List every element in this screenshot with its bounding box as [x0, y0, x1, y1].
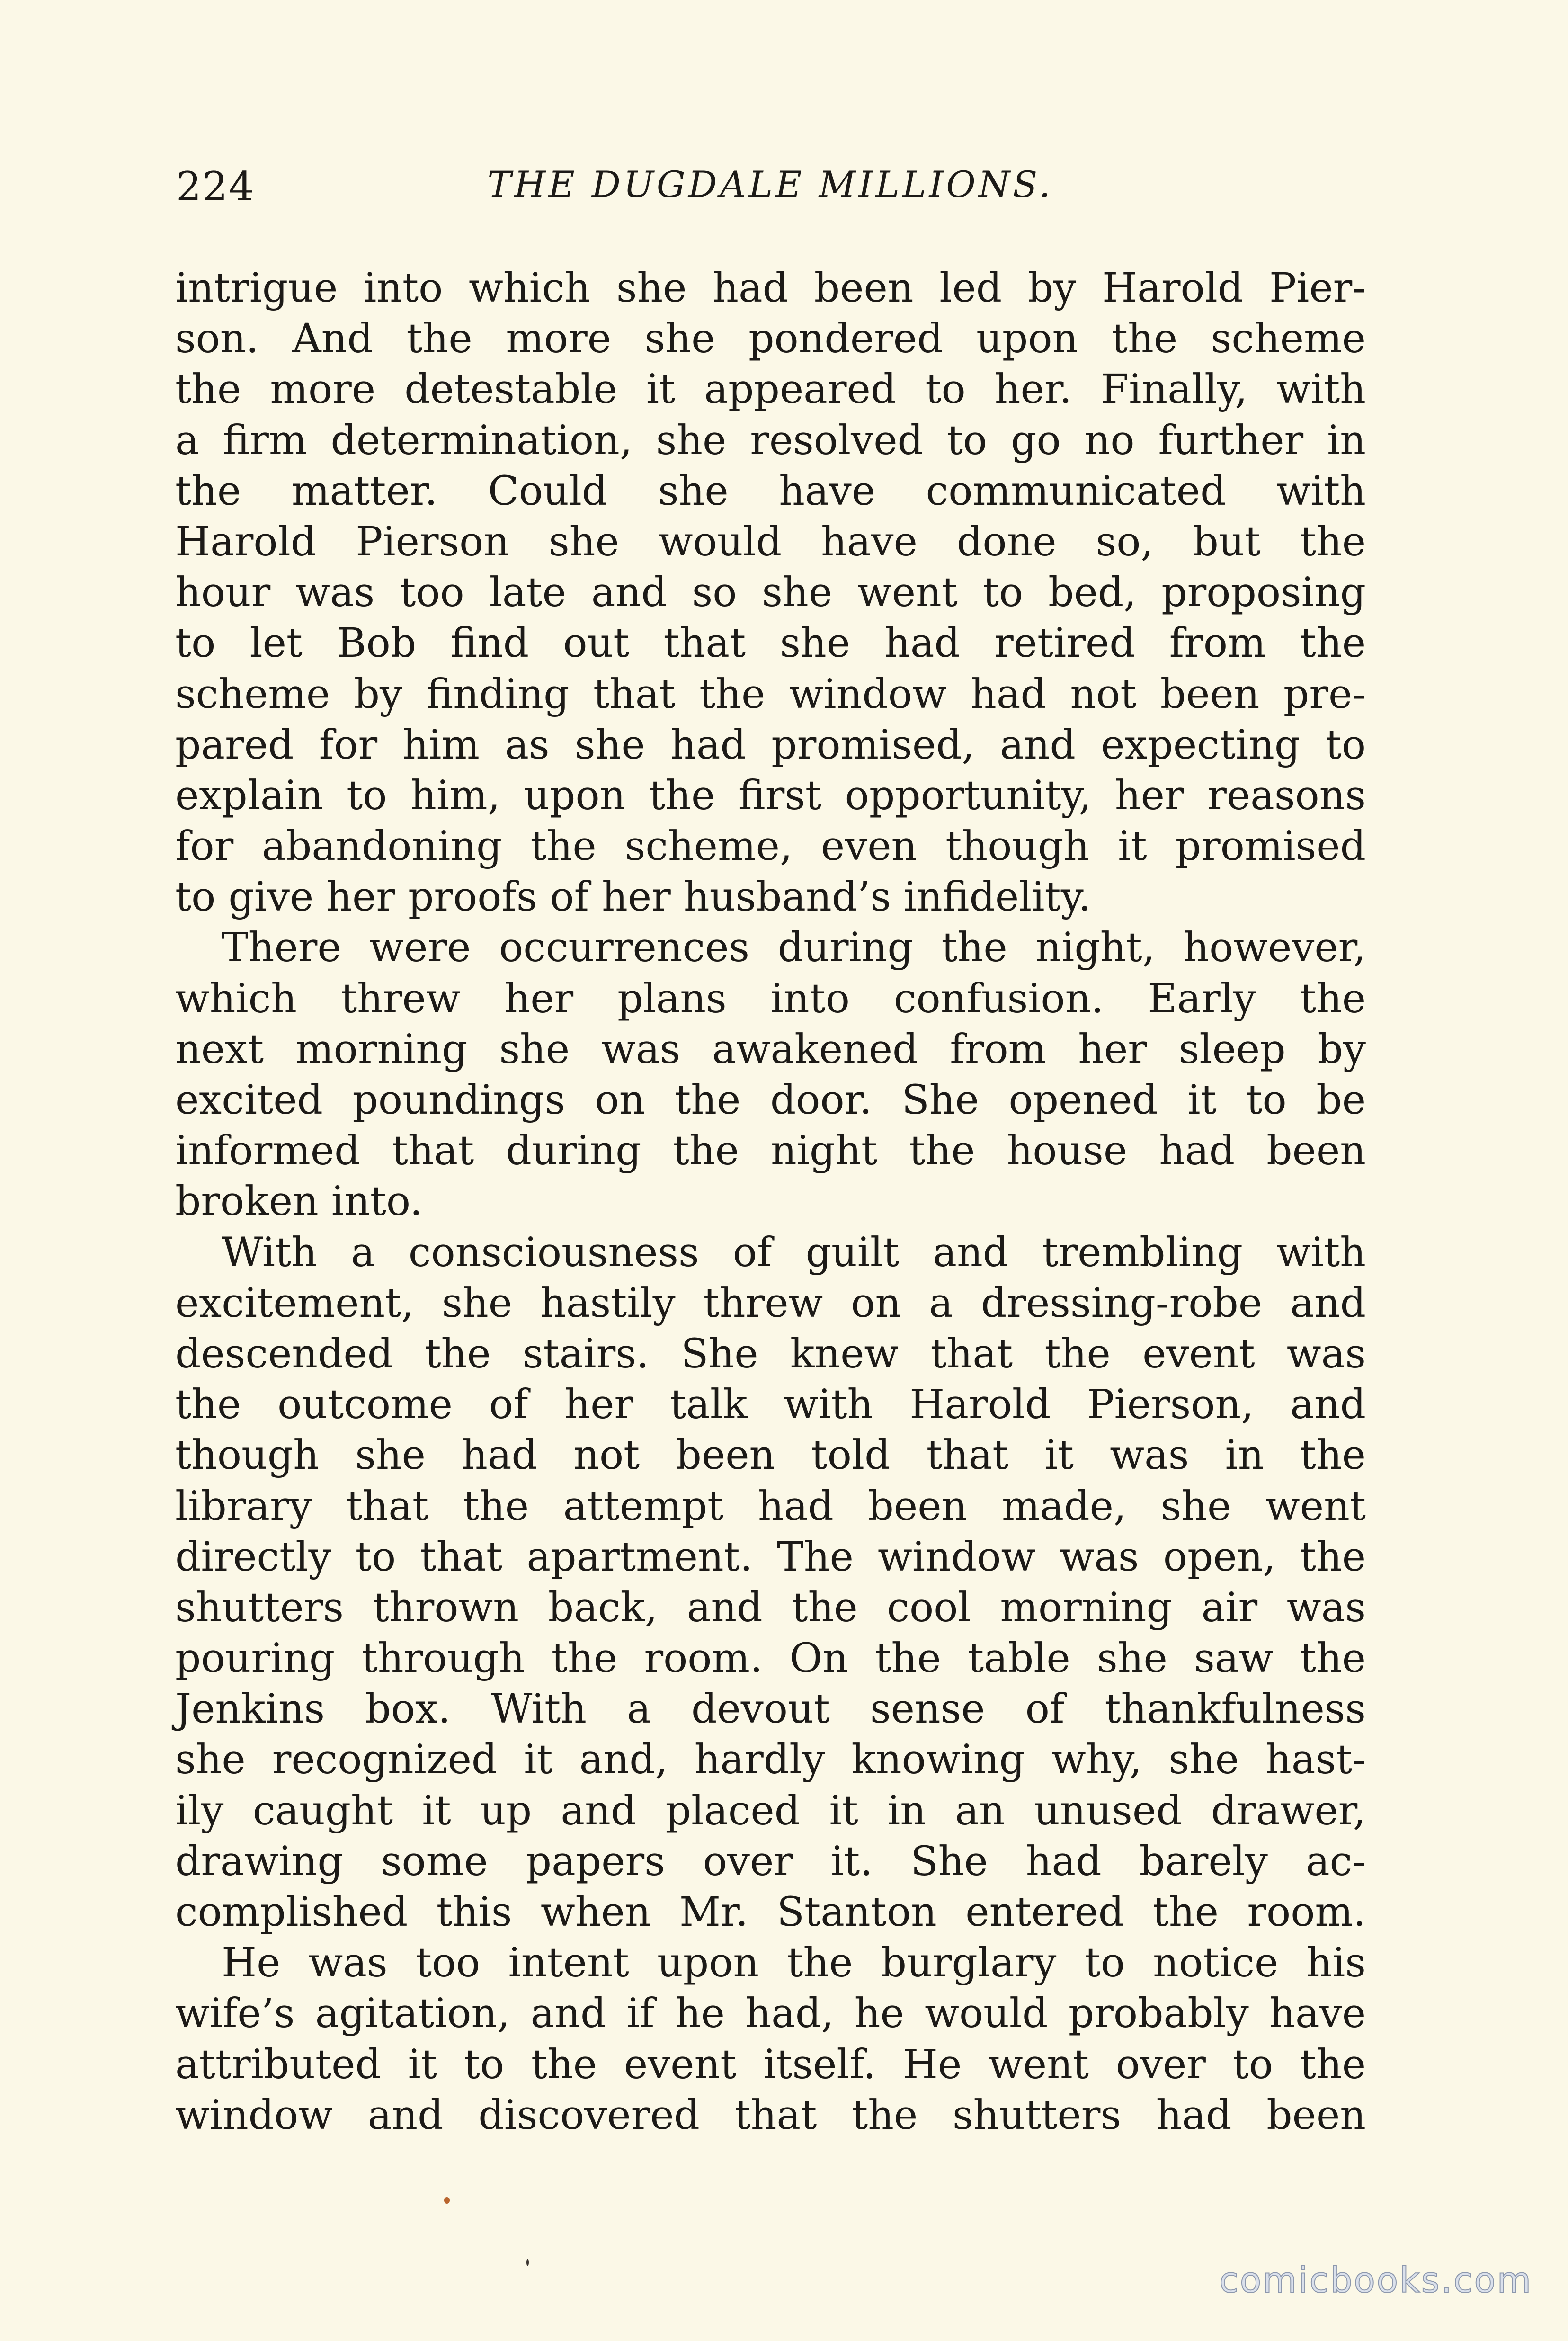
- text-line: descended the stairs. She knew that the event was: [175, 1330, 1366, 1377]
- text-line: pared for him as she had promised, and expecting to: [175, 721, 1366, 768]
- text-line: next morning she was awakened from her sleep by: [175, 1026, 1366, 1073]
- text-line: the more detestable it appeared to her. Finally, with: [175, 366, 1366, 413]
- body-text: [175, 263, 1366, 2141]
- text-line: complished this when Mr. Stanton entered the room.: [175, 1889, 1366, 1936]
- text-line: to give her proofs of her husband’s infidelity.: [175, 874, 1091, 921]
- text-line: window and discovered that the shutters had been: [175, 2091, 1366, 2139]
- paragraph: [175, 1227, 1366, 1938]
- paper-speck: [444, 2197, 450, 2204]
- paragraph: [175, 263, 1366, 922]
- paragraph: [175, 922, 1366, 1227]
- text-line: Jenkins box. With a devout sense of thankfulness: [175, 1686, 1366, 1733]
- text-line: pouring through the room. On the table she saw the: [175, 1635, 1366, 1682]
- text-line: the matter. Could she have communicated with: [175, 467, 1366, 515]
- text-line: Harold Pierson she would have done so, but the: [175, 518, 1366, 565]
- text-line: the outcome of her talk with Harold Pierson, and: [175, 1381, 1366, 1429]
- text-line: broken into.: [175, 1178, 423, 1225]
- text-line: library that the attempt had been made, she went: [175, 1483, 1366, 1530]
- text-line: scheme by finding that the window had not been pre-: [175, 670, 1366, 718]
- text-line: excitement, she hastily threw on a dressing-robe and: [175, 1279, 1366, 1327]
- text-line: There were occurrences during the night, however,: [222, 924, 1366, 972]
- text-line: With a consciousness of guilt and trembling with: [222, 1229, 1366, 1276]
- paragraph: [175, 1938, 1366, 2141]
- text-line: attributed it to the event itself. He went over to the: [175, 2041, 1366, 2088]
- text-line: informed that during the night the house had been: [175, 1127, 1366, 1175]
- text-line: intrigue into which she had been led by Harold Pier-: [175, 265, 1366, 312]
- text-line: excited poundings on the door. She opened it to be: [175, 1077, 1366, 1124]
- text-line: though she had not been told that it was in the: [175, 1432, 1366, 1479]
- page-number: 224: [176, 163, 255, 210]
- page-header: [176, 163, 1364, 220]
- text-line: shutters thrown back, and the cool morning air was: [175, 1584, 1366, 1631]
- text-line: explain to him, upon the first opportunity, her reasons: [175, 772, 1366, 819]
- text-line: she recognized it and, hardly knowing why, she hast-: [175, 1736, 1366, 1784]
- text-line: wife’s agitation, and if he had, he would probably have: [175, 1990, 1366, 2037]
- text-line: son. And the more she pondered upon the scheme: [175, 315, 1366, 363]
- text-line: to let Bob find out that she had retired from the: [175, 620, 1366, 667]
- watermark-logo: comicbooks.com: [1219, 2260, 1532, 2301]
- paper-speck: [526, 2259, 529, 2266]
- text-line: directly to that apartment. The window was open, the: [175, 1533, 1366, 1581]
- text-line: for abandoning the scheme, even though it promised: [175, 823, 1366, 870]
- text-line: a firm determination, she resolved to go no further in: [175, 417, 1366, 464]
- text-line: drawing some papers over it. She had barely ac-: [175, 1838, 1366, 1885]
- running-title: THE DUGDALE MILLIONS.: [487, 163, 1053, 206]
- text-line: He was too intent upon the burglary to notice his: [222, 1939, 1366, 1987]
- text-line: hour was too late and so she went to bed, proposing: [175, 569, 1366, 617]
- text-line: ily caught it up and placed it in an unused drawer,: [175, 1787, 1366, 1834]
- text-line: which threw her plans into confusion. Early the: [175, 975, 1366, 1022]
